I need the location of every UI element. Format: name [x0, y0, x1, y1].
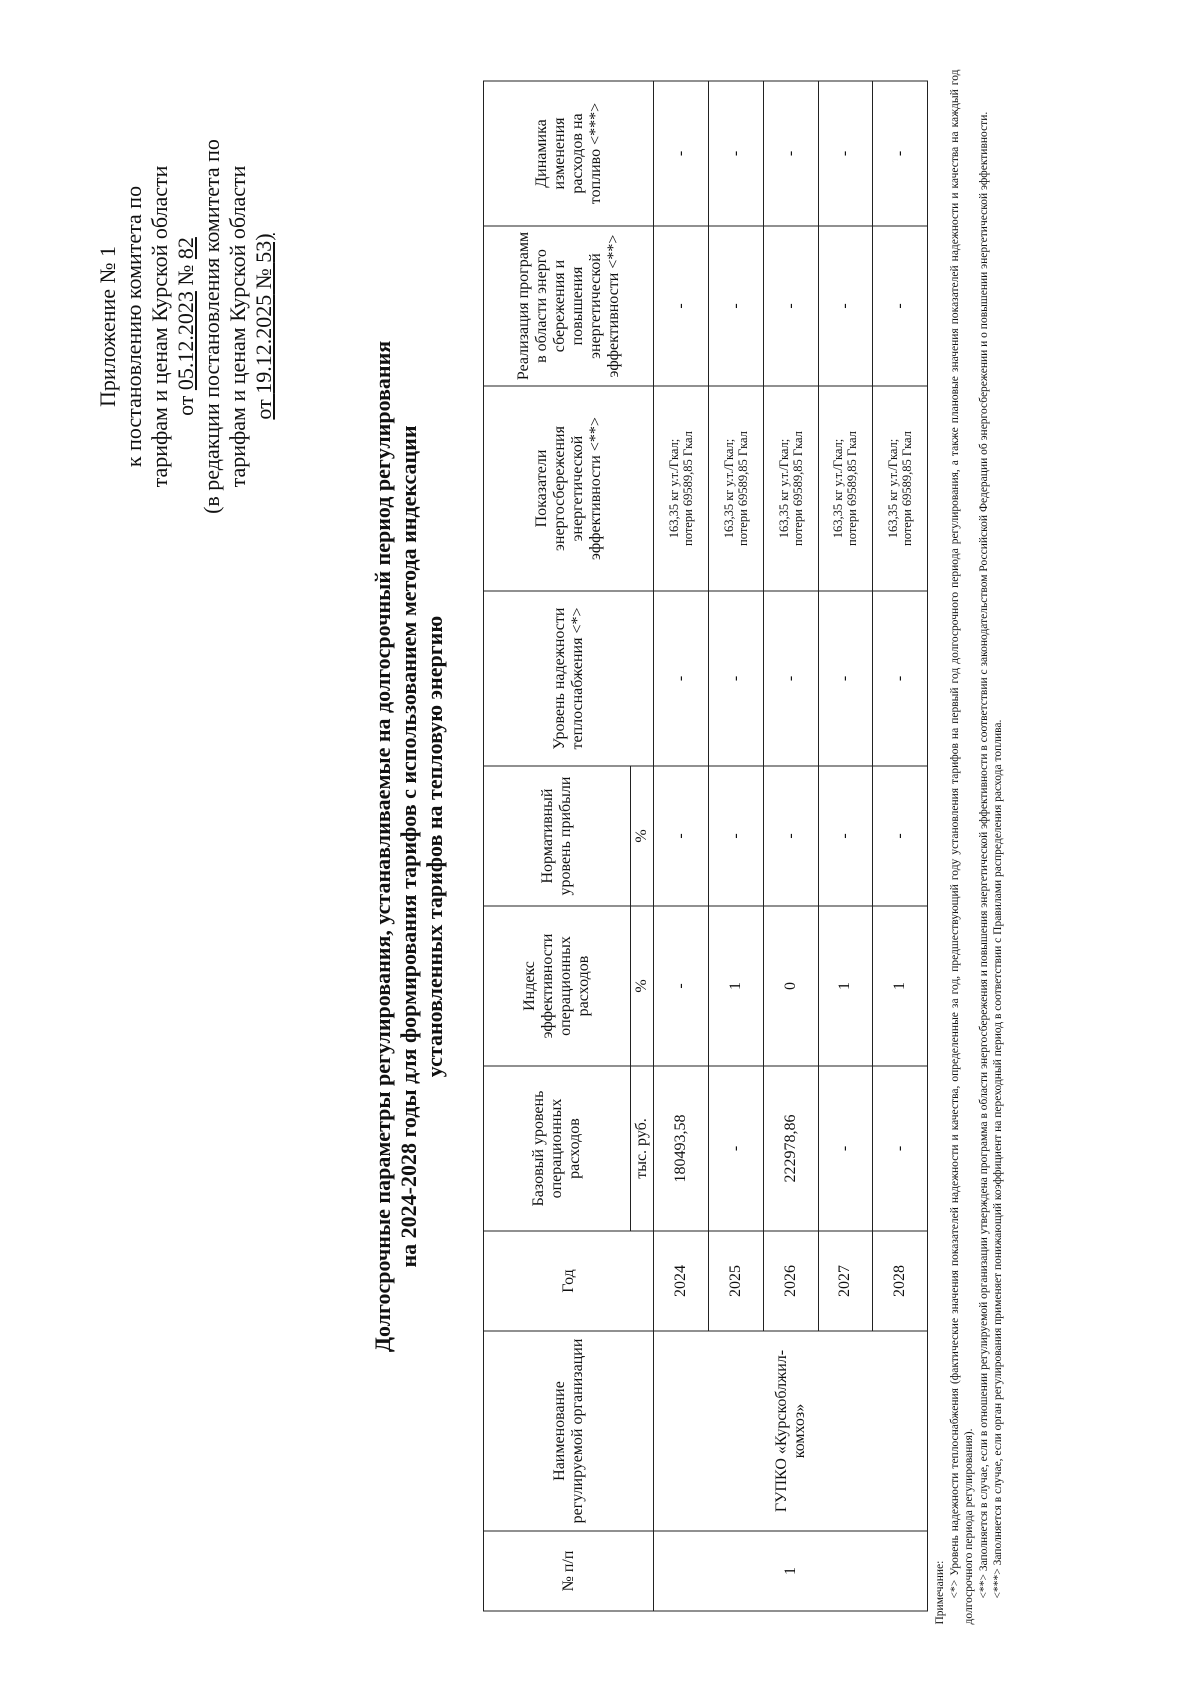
- cell-fuel-dynamics: -: [763, 81, 818, 226]
- org-number: 1: [654, 1531, 928, 1611]
- cell-efficiency-index: 1: [709, 906, 764, 1066]
- cell-fuel-dynamics: -: [818, 81, 873, 226]
- header-efficiency-index: Индекс эффективности операционных расходов: [484, 906, 631, 1066]
- title-line: установленных тарифов на тепловую энергию: [422, 615, 447, 1078]
- cell-year: 2027: [818, 1231, 873, 1331]
- footnote-energy-program: <**> Заполняется в случае, если в отношении регулируемой организации утверждена программа в области энергосбережения и повышения энергетической эффективности в соответствии с законодательством Российской Федерации об энергосбережении и о повышении энергетической эффективности.: [977, 111, 990, 1599]
- energy-losses: потери 69589,85 Гкал: [681, 431, 696, 546]
- cell-profit-level: -: [763, 766, 818, 906]
- notes-heading: Примечание:: [934, 1560, 946, 1625]
- appendix-decree-line: [173, 77, 199, 577]
- unit-efficiency-index: %: [630, 906, 653, 1066]
- footnotes: [933, 70, 1006, 1625]
- cell-year: 2028: [873, 1231, 928, 1331]
- text-fragment: №: [173, 259, 198, 292]
- cell-profit-level: -: [818, 766, 873, 906]
- cell-energy-indicators: [873, 386, 928, 591]
- header-reliability: Уровень надежности теплоснабжения <*>: [484, 591, 654, 766]
- appendix-line: тарифам и ценам Курской области: [147, 165, 172, 488]
- cell-programs: -: [654, 226, 709, 386]
- org-name: ГУПКО «Курскоблжил-комхоз»: [654, 1331, 928, 1531]
- appendix-header: [95, 77, 277, 577]
- appendix-line: к постановлению комитета по: [121, 185, 146, 468]
- header-energy-indicators: Показатели энергосбережения энергетической эффективности <**>: [484, 386, 654, 591]
- cell-energy-indicators: [818, 386, 873, 591]
- cell-reliability: -: [763, 591, 818, 766]
- energy-consumption: 163,35 кг у.т./Гкал;: [721, 438, 736, 539]
- energy-consumption: 163,35 кг у.т./Гкал;: [831, 438, 846, 539]
- appendix-revision-line: [251, 77, 277, 577]
- cell-reliability: -: [818, 591, 873, 766]
- text-fragment: №: [251, 262, 276, 295]
- header-fuel-dynamics: Динамика изменения расходов на топливо <***>: [484, 81, 654, 226]
- parameters-table: [483, 81, 928, 1612]
- cell-profit-level: -: [873, 766, 928, 906]
- header-programs: Реализация программ в области энерго сбережения и повышения энергетической эффективности <**>: [484, 226, 654, 386]
- table-row: [654, 81, 709, 1611]
- appendix-line: (в редакции постановления комитета по: [199, 139, 224, 514]
- header-num: № п/п: [484, 1531, 654, 1611]
- table-header-row: [484, 81, 631, 1611]
- text-fragment: от: [251, 393, 276, 420]
- document-title: [370, 67, 448, 1627]
- cell-base-costs: -: [873, 1066, 928, 1231]
- cell-base-costs: -: [709, 1066, 764, 1231]
- header-org: Наименование регулируемой организации: [484, 1331, 654, 1531]
- cell-efficiency-index: -: [654, 906, 709, 1066]
- cell-programs: -: [709, 226, 764, 386]
- cell-efficiency-index: 1: [818, 906, 873, 1066]
- unit-profit-level: %: [630, 766, 653, 906]
- cell-fuel-dynamics: -: [709, 81, 764, 226]
- text-fragment: от: [173, 390, 198, 416]
- footnote-reliability: <*> Уровень надежности теплоснабжения (фактические значения показателей надежности и качества, определенные за год, предшествующий году установления тарифов на первый год долгосрочного периода регулирования, а также плановые значения показателей надежности и качества на каждый год долгосрочного периода регулирования).: [948, 69, 975, 1625]
- energy-losses: потери 69589,85 Гкал: [735, 431, 750, 546]
- footnote-fuel: <***> Заполняется в случае, если орган регулирования применяет понижающий коэффициент на переходный период в соответствии с Правилами распределения расхода топлива.: [992, 719, 1004, 1599]
- cell-reliability: -: [709, 591, 764, 766]
- cell-energy-indicators: [709, 386, 764, 591]
- revision-number: 53): [251, 233, 276, 263]
- cell-efficiency-index: 1: [873, 906, 928, 1066]
- cell-profit-level: -: [709, 766, 764, 906]
- energy-consumption: 163,35 кг у.т./Гкал;: [776, 438, 791, 539]
- header-base-costs: Базовый уровень операционных расходов: [484, 1066, 631, 1231]
- energy-consumption: 163,35 кг у.т./Гкал;: [667, 438, 682, 539]
- decree-date: 05.12.2023: [173, 291, 198, 391]
- revision-date: 19.12.2025: [251, 294, 276, 394]
- cell-energy-indicators: [763, 386, 818, 591]
- cell-programs: -: [873, 226, 928, 386]
- appendix-title: Приложение № 1: [95, 245, 120, 408]
- cell-profit-level: -: [654, 766, 709, 906]
- energy-losses: потери 69589,85 Гкал: [845, 431, 860, 546]
- cell-programs: -: [763, 226, 818, 386]
- header-year: Год: [484, 1231, 654, 1331]
- cell-year: 2024: [654, 1231, 709, 1331]
- cell-programs: -: [818, 226, 873, 386]
- appendix-line: тарифам и ценам Курской области: [225, 165, 250, 488]
- cell-year: 2026: [763, 1231, 818, 1331]
- cell-reliability: -: [654, 591, 709, 766]
- cell-fuel-dynamics: -: [873, 81, 928, 226]
- cell-fuel-dynamics: -: [654, 81, 709, 226]
- cell-efficiency-index: 0: [763, 906, 818, 1066]
- cell-base-costs: 180493,58: [654, 1066, 709, 1231]
- energy-losses: потери 69589,85 Гкал: [790, 431, 805, 546]
- cell-year: 2025: [709, 1231, 764, 1331]
- title-line: Долгосрочные параметры регулирования, устанавливаемые на долгосрочный период регулирования: [370, 340, 395, 1353]
- cell-reliability: -: [873, 591, 928, 766]
- header-profit-level: Нормативный уровень прибыли: [484, 766, 631, 906]
- unit-base-costs: тыс. руб.: [630, 1066, 653, 1231]
- title-line: на 2024-2028 годы для формирования тарифов с использованием метода индексации: [396, 425, 421, 1268]
- energy-losses: потери 69589,85 Гкал: [900, 431, 915, 546]
- cell-base-costs: -: [818, 1066, 873, 1231]
- decree-number: 82: [173, 237, 198, 260]
- energy-consumption: 163,35 кг у.т./Гкал;: [886, 438, 901, 539]
- cell-base-costs: 222978,86: [763, 1066, 818, 1231]
- cell-energy-indicators: [654, 386, 709, 591]
